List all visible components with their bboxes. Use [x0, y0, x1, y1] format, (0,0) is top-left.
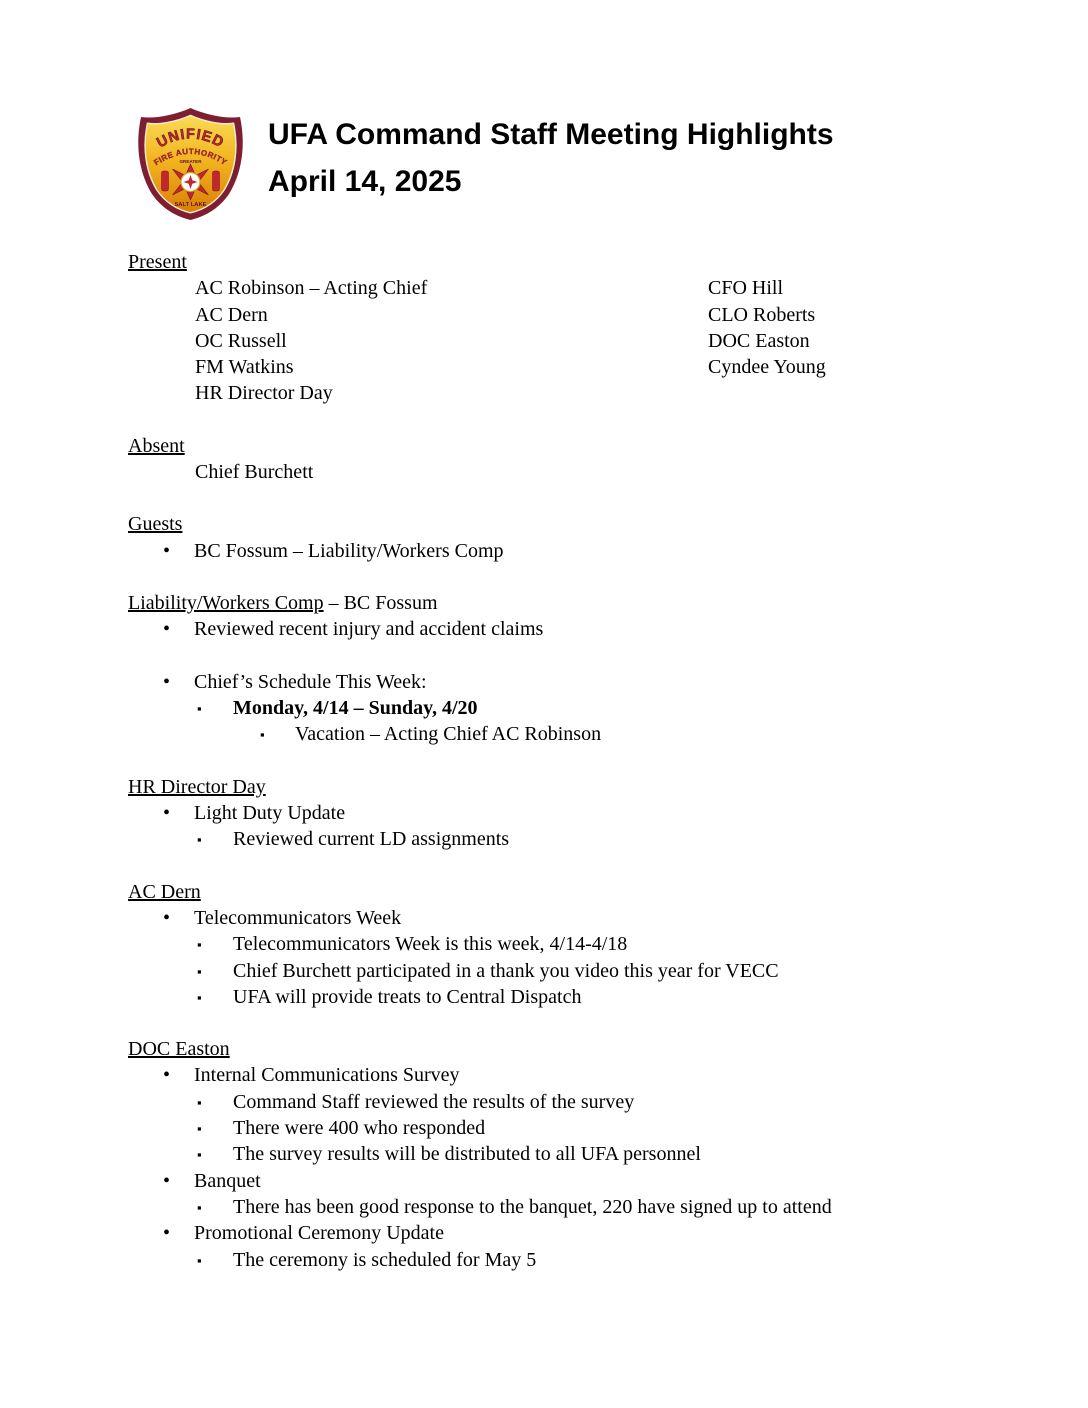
bullet-item	[128, 958, 1008, 984]
present-name: FM Watkins	[195, 356, 294, 379]
square-bullet-icon: ▪	[197, 1094, 202, 1110]
square-bullet-icon: ▪	[197, 832, 202, 848]
meeting-section	[128, 879, 1008, 1010]
section-heading-suffix: – BC Fossum	[323, 591, 438, 614]
bullet-item	[128, 721, 1008, 747]
round-bullet-icon: •	[163, 1169, 171, 1192]
bullet-text: UFA will provide treats to Central Dispatch	[233, 985, 582, 1008]
present-name: CFO Hill	[708, 277, 784, 300]
bullet-text: Command Staff reviewed the results of the survey	[233, 1090, 635, 1113]
badge-text-salt-lake: SALT LAKE	[174, 202, 207, 208]
round-bullet-icon: •	[163, 802, 171, 825]
meeting-section	[128, 590, 1008, 748]
bullet-item	[128, 616, 1008, 642]
meeting-section	[128, 1036, 1008, 1273]
bullet-item	[128, 905, 1008, 931]
badge-text-unified: UNIFIED	[154, 126, 227, 152]
bullet-text: Reviewed current LD assignments	[233, 828, 510, 851]
meeting-sections	[128, 590, 1008, 1273]
present-section	[128, 249, 1008, 407]
badge-right-figure	[213, 171, 220, 191]
guest-items	[128, 538, 1008, 564]
present-heading	[128, 249, 1008, 275]
present-name: AC Robinson – Acting Chief	[195, 277, 428, 300]
bullet-item	[128, 931, 1008, 957]
bullet-text: Chief Burchett participated in a thank you video this year for VECC	[233, 959, 779, 982]
bullet-text: The ceremony is scheduled for May 5	[233, 1248, 537, 1271]
document-body	[0, 249, 1088, 1273]
bullet-item	[128, 1247, 1008, 1273]
badge-text-greater: GREATER	[179, 159, 202, 164]
bullet-item	[128, 1089, 1008, 1115]
document-date: April 14, 2025	[268, 165, 462, 198]
present-name: HR Director Day	[195, 382, 333, 405]
square-bullet-icon: ▪	[197, 937, 202, 953]
meeting-section	[128, 774, 1008, 853]
guests-section	[128, 511, 1008, 564]
badge-left-figure	[162, 171, 169, 191]
bullet-item	[128, 1062, 1008, 1088]
bullet-text: Monday, 4/14 – Sunday, 4/20	[233, 697, 478, 720]
present-right-column	[641, 275, 826, 380]
present-name: DOC Easton	[708, 329, 810, 352]
absent-heading	[128, 433, 1008, 459]
absent-heading-label: Absent	[128, 434, 185, 457]
section-heading	[128, 774, 1008, 800]
bullet-item	[128, 984, 1008, 1010]
bullet-text: Internal Communications Survey	[194, 1064, 460, 1087]
bullet-text: BC Fossum – Liability/Workers Comp	[194, 539, 504, 562]
bullet-item	[128, 538, 1008, 564]
square-bullet-icon: ▪	[197, 1121, 202, 1137]
bullet-text: Banquet	[194, 1169, 261, 1192]
present-name: AC Dern	[195, 303, 268, 326]
section-heading-title: DOC Easton	[128, 1038, 230, 1061]
round-bullet-icon: •	[163, 539, 171, 562]
bullet-item	[128, 695, 1008, 721]
bullet-item	[128, 1115, 1008, 1141]
square-bullet-icon: ▪	[197, 701, 202, 717]
square-bullet-icon: ▪	[197, 989, 202, 1005]
bullet-text: The survey results will be distributed to all UFA personnel	[233, 1143, 701, 1166]
document-title: UFA Command Staff Meeting Highlights	[268, 118, 834, 151]
present-left-column	[128, 275, 1008, 406]
bullet-item	[128, 1141, 1008, 1167]
present-name: Cyndee Young	[708, 356, 826, 379]
present-columns	[128, 275, 1008, 406]
bullet-text: Light Duty Update	[194, 802, 346, 825]
round-bullet-icon: •	[163, 670, 171, 693]
blank-line	[128, 643, 1008, 669]
bullet-item	[128, 669, 1008, 695]
guests-heading-label: Guests	[128, 513, 183, 536]
bullet-item	[128, 1168, 1008, 1194]
document-header	[0, 0, 1088, 223]
present-name: CLO Roberts	[708, 303, 816, 326]
bullet-text: There were 400 who responded	[233, 1117, 486, 1140]
bullet-text: There has been good response to the banquet, 220 have signed up to attend	[233, 1195, 832, 1218]
round-bullet-icon: •	[163, 1064, 171, 1087]
square-bullet-icon: ▪	[260, 727, 265, 743]
bullet-item	[128, 800, 1008, 826]
section-heading-title: HR Director Day	[128, 775, 266, 798]
present-name: OC Russell	[195, 329, 287, 352]
guests-heading	[128, 511, 1008, 537]
present-heading-label: Present	[128, 251, 187, 273]
square-bullet-icon: ▪	[197, 1252, 202, 1268]
section-heading	[128, 1036, 1008, 1062]
round-bullet-icon: •	[163, 618, 171, 641]
bullet-item	[128, 826, 1008, 852]
section-heading	[128, 879, 1008, 905]
bullet-text: Telecommunicators Week	[194, 906, 402, 929]
bullet-text: Reviewed recent injury and accident claims	[194, 618, 544, 641]
bullet-item	[128, 1220, 1008, 1246]
title-block	[268, 105, 834, 205]
section-heading-title: AC Dern	[128, 880, 201, 903]
bullet-text: Promotional Ceremony Update	[194, 1222, 444, 1245]
round-bullet-icon: •	[163, 1222, 171, 1245]
bullet-text: Telecommunicators Week is this week, 4/14-4/18	[233, 933, 628, 956]
square-bullet-icon: ▪	[197, 1199, 202, 1215]
absent-name: Chief Burchett	[195, 461, 314, 484]
badge-text-fire-authority: FIRE AUTHORITY	[152, 146, 229, 168]
ufa-badge-logo	[133, 105, 248, 223]
bullet-text: Vacation – Acting Chief AC Robinson	[295, 723, 602, 746]
absent-names	[128, 459, 1008, 485]
bullet-text: Chief’s Schedule This Week:	[194, 670, 427, 693]
square-bullet-icon: ▪	[197, 963, 202, 979]
absent-section	[128, 433, 1008, 486]
section-heading-title: Liability/Workers Comp	[128, 591, 324, 614]
round-bullet-icon: •	[163, 906, 171, 929]
square-bullet-icon: ▪	[197, 1147, 202, 1163]
section-heading	[128, 590, 1008, 616]
bullet-item	[128, 1194, 1008, 1220]
